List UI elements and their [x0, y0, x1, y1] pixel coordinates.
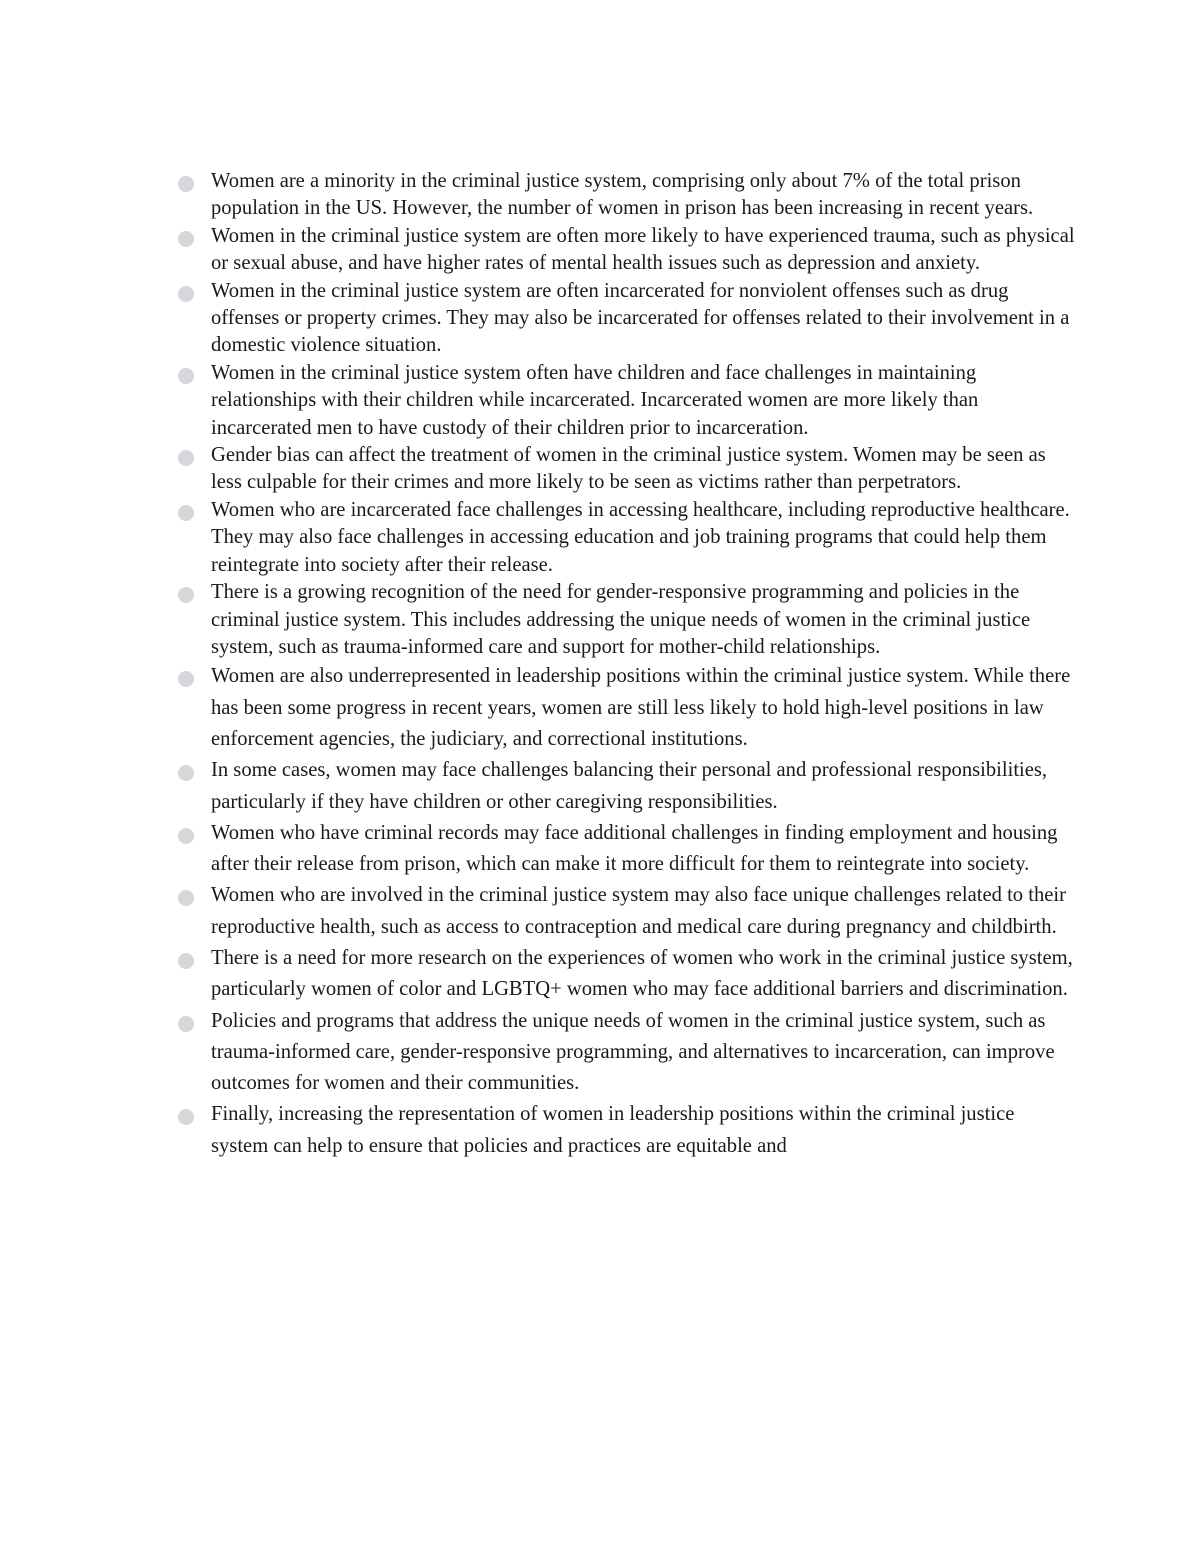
bullet-icon [178, 890, 194, 906]
list-item-text: Women are also underrepresented in leadership positions within the criminal justice system. While there has been some progress in recent years, women are still less likely to hold high-level positions in law enforcement agencies, the judiciary, and correctional institutions. [211, 665, 1071, 750]
list-item-text: Policies and programs that address the unique needs of women in the criminal justice system, such as trauma-informed care, gender-responsive programming, and alternatives to incarceration, can improve outcomes for women and their communities. [211, 1009, 1055, 1095]
list-item-text: Women who are incarcerated face challenges in accessing healthcare, including reproductive healthcare. They may also face challenges in accessing education and job training programs that could help them reintegrate into society after their release. [211, 498, 1070, 576]
bullet-icon [178, 368, 194, 384]
bullet-icon [178, 765, 194, 781]
list-item-text: Women are a minority in the criminal justice system, comprising only about 7% of the total prison population in the US. However, the number of women in prison has been increasing in recent years. [211, 170, 1034, 220]
bullet-icon [178, 1109, 194, 1125]
list-item [176, 168, 1076, 223]
bullet-icon [178, 953, 194, 969]
list-item-text: Finally, increasing the representation of women in leadership positions within the criminal justice system can help to ensure that policies and practices are equitable and [211, 1103, 1015, 1157]
list-item [176, 579, 1076, 661]
list-item-text: Women who have criminal records may face additional challenges in finding employment and housing after their release from prison, which can make it more difficult for them to reintegrate into society. [211, 821, 1058, 876]
bullet-icon [178, 450, 194, 466]
bullet-icon [178, 1016, 194, 1032]
list-item [176, 818, 1076, 881]
list-item [176, 943, 1076, 1006]
list-item-text: Women in the criminal justice system are often incarcerated for nonviolent offenses such as drug offenses or property crimes. They may also be incarcerated for offenses related to their involvement in a domestic violence situation. [211, 279, 1070, 357]
list-item [176, 1099, 1076, 1162]
list-item [176, 661, 1076, 755]
bullet-icon [178, 828, 194, 844]
list-item [176, 755, 1076, 818]
list-item [176, 1006, 1076, 1100]
list-item [176, 360, 1076, 442]
list-item-text: Women in the criminal justice system often have children and face challenges in maintaining relationships with their children while incarcerated. Incarcerated women are more likely than incarcerated men to have custody of their children prior to incarceration. [211, 361, 979, 439]
list-item-text: Women in the criminal justice system are often more likely to have experienced trauma, such as physical or sexual abuse, and have higher rates of mental health issues such as depression and anxiety. [211, 224, 1075, 275]
bullet-icon [178, 505, 194, 521]
list-item-text: There is a need for more research on the experiences of women who work in the criminal justice system, particularly women of color and LGBTQ+ women who may face additional barriers and discrimination. [211, 946, 1073, 1001]
list-item [176, 223, 1076, 278]
list-item-text: There is a growing recognition of the need for gender-responsive programming and policies in the criminal justice system. This includes addressing the unique needs of women in the criminal justice system, such as trauma-informed care and support for mother-child relationships. [211, 581, 1031, 658]
list-item-text: Women who are involved in the criminal justice system may also face unique challenges related to their reproductive health, such as access to contraception and medical care during pregnancy and childbirth. [211, 884, 1066, 938]
bullet-list [176, 168, 1076, 1162]
bullet-icon [178, 286, 194, 302]
list-item [176, 880, 1076, 943]
bullet-icon [178, 176, 194, 192]
bullet-icon [178, 587, 194, 603]
list-item-text: Gender bias can affect the treatment of women in the criminal justice system. Women may be seen as less culpable for their crimes and more likely to be seen as victims rather than perpetrators. [211, 444, 1046, 494]
bullet-icon [178, 231, 194, 247]
bullet-icon [178, 671, 194, 687]
list-item [176, 497, 1076, 579]
list-item-text: In some cases, women may face challenges balancing their personal and professional responsibilities, particularly if they have children or other caregiving responsibilities. [211, 759, 1048, 813]
list-item [176, 442, 1076, 497]
list-item [176, 278, 1076, 360]
